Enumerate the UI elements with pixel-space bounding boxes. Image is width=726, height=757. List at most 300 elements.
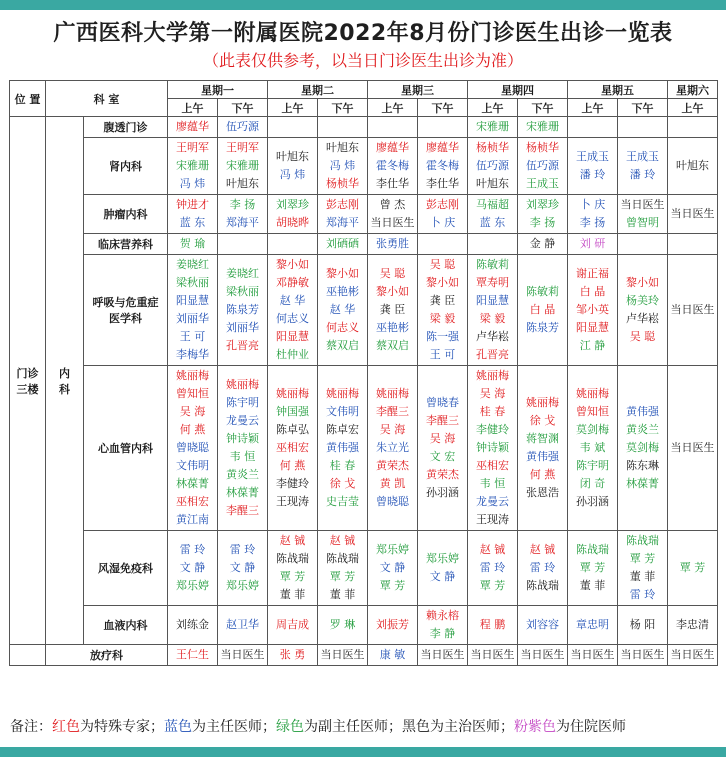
schedule-cell xyxy=(368,645,418,666)
doctor-name: 郑乐婷 xyxy=(426,552,459,565)
doctor-name: 雷 玲 xyxy=(529,561,556,574)
footnote-segment: 为特殊专家； xyxy=(80,719,164,735)
day-header: 星期五 xyxy=(568,81,668,99)
doctor-name: 钟诗颖 xyxy=(226,432,259,445)
schedule-cell xyxy=(568,138,618,195)
doctor-name: 刘丽华 xyxy=(176,312,209,325)
footnote-segment: 粉紫色 xyxy=(514,719,556,735)
schedule-cell xyxy=(368,117,418,138)
doctor-name: 霍冬梅 xyxy=(376,159,409,172)
doctor-name: 林葆菁 xyxy=(176,477,209,490)
schedule-cell xyxy=(368,234,418,255)
department-name: 呼吸与危重症 医学科 xyxy=(84,255,168,366)
doctor-name: 李仕华 xyxy=(426,177,459,190)
doctor-name: 刘翠珍 xyxy=(526,198,559,211)
doctor-name: 孙羽涵 xyxy=(426,486,459,499)
doctor-name: 覃 芳 xyxy=(379,579,406,592)
doctor-name: 姜晓红 xyxy=(226,267,259,280)
doctor-name: 杨桢华 xyxy=(476,141,509,154)
schedule-cell xyxy=(668,255,718,366)
schedule-cell xyxy=(418,195,468,234)
day-header: 星期四 xyxy=(468,81,568,99)
schedule-cell xyxy=(568,645,618,666)
doctor-name: 宋雅珊 xyxy=(226,159,259,172)
schedule-cell xyxy=(618,645,668,666)
schedule-cell xyxy=(618,255,668,366)
doctor-name: 叶旭东 xyxy=(676,159,709,172)
doctor-name: 林葆菁 xyxy=(626,477,659,490)
doctor-name: 王明军 xyxy=(226,141,259,154)
schedule-cell xyxy=(168,234,218,255)
schedule-cell xyxy=(218,531,268,606)
schedule-cell xyxy=(468,366,518,531)
doctor-name: 赵 铖 xyxy=(279,534,306,547)
doctor-name: 宋雅珊 xyxy=(476,120,509,133)
doctor-name: 廖蕴华 xyxy=(176,120,209,133)
doctor-name: 杨美玲 xyxy=(626,294,659,307)
doctor-name: 曾晓聪 xyxy=(176,441,209,454)
doctor-name: 王 可 xyxy=(429,348,456,361)
doctor-name: 王现涛 xyxy=(476,513,509,526)
doctor-name: 黄炎兰 xyxy=(226,468,259,481)
doctor-name: 刘丽华 xyxy=(226,321,259,334)
doctor-name: 当日医生 xyxy=(670,441,715,454)
doctor-name: 赵 铖 xyxy=(479,543,506,556)
doctor-name: 当日医生 xyxy=(470,648,515,661)
schedule-cell xyxy=(168,117,218,138)
schedule-cell xyxy=(618,234,668,255)
schedule-cell xyxy=(318,138,368,195)
doctor-name: 陈战瑞 xyxy=(626,534,659,547)
doctor-name: 李醒三 xyxy=(226,504,259,517)
doctor-name: 黄炎兰 xyxy=(626,423,659,436)
doctor-name: 黎小如 xyxy=(376,285,409,298)
schedule-cell xyxy=(468,645,518,666)
doctor-name: 陈一强 xyxy=(426,330,459,343)
doctor-name: 曾 杰 xyxy=(379,198,406,211)
doctor-name: 程 鹏 xyxy=(479,618,506,631)
doctor-name: 彭志刚 xyxy=(326,198,359,211)
schedule-cell xyxy=(168,645,218,666)
doctor-name: 李仕华 xyxy=(376,177,409,190)
schedule-cell xyxy=(518,531,568,606)
doctor-name: 当日医生 xyxy=(620,198,665,211)
schedule-cell xyxy=(568,234,618,255)
schedule-cell xyxy=(218,234,268,255)
schedule-cell xyxy=(668,117,718,138)
doctor-name: 当日医生 xyxy=(670,207,715,220)
schedule-cell xyxy=(518,138,568,195)
doctor-name: 宋雅珊 xyxy=(176,159,209,172)
doctor-name: 陈敏莉 xyxy=(526,285,559,298)
footnote-segment: 为住院医师 xyxy=(556,719,626,735)
schedule-cell xyxy=(518,645,568,666)
doctor-name: 董 菲 xyxy=(329,588,356,601)
table-row xyxy=(10,195,718,234)
doctor-name: 邹小英 xyxy=(576,303,609,316)
doctor-name: 文 静 xyxy=(229,561,256,574)
schedule-cell xyxy=(418,366,468,531)
doctor-name: 陈泉芳 xyxy=(526,321,559,334)
doctor-name: 宋雅珊 xyxy=(526,120,559,133)
doctor-name: 当日医生 xyxy=(320,648,365,661)
doctor-name: 雷 玲 xyxy=(479,561,506,574)
doctor-name: 孔晋亮 xyxy=(476,348,509,361)
doctor-name: 陈宇明 xyxy=(226,396,259,409)
doctor-name: 何志义 xyxy=(326,321,359,334)
schedule-cell xyxy=(168,366,218,531)
doctor-name: 陈敏莉 xyxy=(476,258,509,271)
doctor-name: 闭 奇 xyxy=(579,477,606,490)
doctor-name: 史吉莹 xyxy=(326,495,359,508)
doctor-name: 冯 炜 xyxy=(329,159,356,172)
doctor-name: 巫艳彬 xyxy=(376,321,409,334)
doctor-name: 覃 芳 xyxy=(279,570,306,583)
footnote-segment: 为副主任医师；黑色为主治医师； xyxy=(304,719,514,735)
doctor-name: 张勇胜 xyxy=(376,237,409,250)
doctor-name: 当日医生 xyxy=(220,648,265,661)
doctor-name: 钟诗颖 xyxy=(476,441,509,454)
doctor-name: 赵 铖 xyxy=(529,543,556,556)
footnote-segment: 蓝色 xyxy=(164,719,192,735)
doctor-name: 金 静 xyxy=(529,237,556,250)
schedule-cell xyxy=(368,366,418,531)
schedule-cell xyxy=(368,195,418,234)
schedule-cell xyxy=(668,645,718,666)
schedule-cell xyxy=(418,531,468,606)
doctor-name: 康 敏 xyxy=(379,648,406,661)
doctor-name: 黄江南 xyxy=(176,513,209,526)
footnote-segment: 备注： xyxy=(10,719,52,735)
doctor-name: 文 静 xyxy=(179,561,206,574)
schedule-cell xyxy=(218,255,268,366)
schedule-cell xyxy=(218,117,268,138)
am-header: 上午 xyxy=(568,99,618,117)
day-header: 星期一 xyxy=(168,81,268,99)
doctor-name: 李健玲 xyxy=(476,423,509,436)
doctor-name: 叶旭东 xyxy=(326,141,359,154)
department-name: 放疗科 xyxy=(46,645,168,666)
table-row xyxy=(10,117,718,138)
doctor-name: 卜 庆 xyxy=(579,198,606,211)
footnote-segment: 为主任医师； xyxy=(192,719,276,735)
doctor-name: 叶旭东 xyxy=(276,150,309,163)
schedule-cell xyxy=(268,645,318,666)
schedule-cell xyxy=(318,606,368,645)
doctor-name: 李 扬 xyxy=(579,216,606,229)
am-header: 上午 xyxy=(168,99,218,117)
schedule-cell xyxy=(318,195,368,234)
schedule-cell xyxy=(668,366,718,531)
doctor-name: 王成玉 xyxy=(626,150,659,163)
doctor-name: 邓静敏 xyxy=(276,276,309,289)
doctor-name: 蔡双启 xyxy=(326,339,359,352)
doctor-name: 孙羽涵 xyxy=(576,495,609,508)
doctor-name: 李 扬 xyxy=(529,216,556,229)
doctor-name: 李 静 xyxy=(429,627,456,640)
am-header: 上午 xyxy=(368,99,418,117)
doctor-name: 当日医生 xyxy=(420,648,465,661)
schedule-cell xyxy=(218,138,268,195)
schedule-cell xyxy=(168,531,218,606)
doctor-name: 姚丽梅 xyxy=(576,387,609,400)
doctor-name: 当日医生 xyxy=(620,648,665,661)
schedule-cell xyxy=(368,255,418,366)
doctor-name: 龚 臣 xyxy=(379,303,406,316)
doctor-name: 韦 斌 xyxy=(579,441,606,454)
doctor-name: 李梅华 xyxy=(176,348,209,361)
schedule-cell xyxy=(568,117,618,138)
doctor-name: 朱立光 xyxy=(376,441,409,454)
schedule-cell xyxy=(218,645,268,666)
schedule-cell xyxy=(218,366,268,531)
doctor-name: 白 晶 xyxy=(529,303,556,316)
doctor-name: 胡晓晔 xyxy=(276,216,309,229)
doctor-name: 巫相宏 xyxy=(476,459,509,472)
schedule-cell xyxy=(168,606,218,645)
doctor-name: 陈战瑞 xyxy=(576,543,609,556)
schedule-cell xyxy=(568,366,618,531)
doctor-name: 蔡双启 xyxy=(376,339,409,352)
schedule-cell xyxy=(268,195,318,234)
footnote-segment: 红色 xyxy=(52,719,80,735)
schedule-cell xyxy=(518,117,568,138)
doctor-name: 当日医生 xyxy=(520,648,565,661)
doctor-name: 黄伟强 xyxy=(326,441,359,454)
doctor-name: 巫相宏 xyxy=(276,441,309,454)
bottom-decorative-band xyxy=(0,747,726,757)
schedule-cell xyxy=(418,606,468,645)
doctor-name: 文 静 xyxy=(429,570,456,583)
day-header: 星期二 xyxy=(268,81,368,99)
doctor-name: 徐 戈 xyxy=(529,414,556,427)
doctor-name: 姚丽梅 xyxy=(526,396,559,409)
doctor-name: 徐 戈 xyxy=(329,477,356,490)
pm-header: 下午 xyxy=(318,99,368,117)
doctor-name: 赵 铖 xyxy=(329,534,356,547)
schedule-cell xyxy=(468,606,518,645)
doctor-name: 文伟明 xyxy=(176,459,209,472)
schedule-cell xyxy=(618,366,668,531)
doctor-name: 伍巧源 xyxy=(226,120,259,133)
doctor-name: 梁 毅 xyxy=(429,312,456,325)
doctor-name: 章忠明 xyxy=(576,618,609,631)
doctor-name: 江 静 xyxy=(579,339,606,352)
footnote-segment: 绿色 xyxy=(276,719,304,735)
table-row xyxy=(10,531,718,606)
doctor-name: 桂 春 xyxy=(479,405,506,418)
doctor-name: 罗 琳 xyxy=(329,618,356,631)
doctor-name: 廖蕴华 xyxy=(426,141,459,154)
schedule-cell xyxy=(668,195,718,234)
doctor-name: 巫艳彬 xyxy=(326,285,359,298)
pm-header: 下午 xyxy=(518,99,568,117)
doctor-name: 张恩浩 xyxy=(526,486,559,499)
schedule-cell xyxy=(518,366,568,531)
doctor-name: 龚 臣 xyxy=(429,294,456,307)
schedule-cell xyxy=(168,195,218,234)
schedule-cell xyxy=(618,117,668,138)
schedule-cell xyxy=(368,138,418,195)
doctor-name: 陈卓弘 xyxy=(276,423,309,436)
schedule-cell xyxy=(468,255,518,366)
doctor-name: 桂 春 xyxy=(329,459,356,472)
table-row xyxy=(10,645,718,666)
doctor-name: 李 扬 xyxy=(229,198,256,211)
doctor-name: 钟进才 xyxy=(176,198,209,211)
doctor-name: 吴 海 xyxy=(429,432,456,445)
doctor-name: 李醒三 xyxy=(426,414,459,427)
doctor-name: 陈东琳 xyxy=(626,459,659,472)
schedule-cell xyxy=(568,255,618,366)
doctor-name: 姚丽梅 xyxy=(326,387,359,400)
schedule-cell xyxy=(618,138,668,195)
doctor-name: 潘 玲 xyxy=(579,168,606,181)
doctor-name: 龙曼云 xyxy=(226,414,259,427)
schedule-cell xyxy=(468,234,518,255)
schedule-cell xyxy=(268,117,318,138)
schedule-cell xyxy=(518,234,568,255)
doctor-name: 姚丽梅 xyxy=(376,387,409,400)
doctor-name: 当日医生 xyxy=(370,216,415,229)
doctor-name: 曾晓春 xyxy=(426,396,459,409)
schedule-cell xyxy=(368,606,418,645)
doctor-name: 潘 玲 xyxy=(629,168,656,181)
doctor-name: 李醒三 xyxy=(376,405,409,418)
schedule-cell xyxy=(418,645,468,666)
schedule-cell xyxy=(168,255,218,366)
doctor-name: 董 菲 xyxy=(629,570,656,583)
doctor-name: 黎小如 xyxy=(626,276,659,289)
department-name: 肾内科 xyxy=(84,138,168,195)
doctor-name: 赵卫华 xyxy=(226,618,259,631)
doctor-name: 孔晋亮 xyxy=(226,339,259,352)
schedule-cell xyxy=(318,645,368,666)
doctor-name: 吴 海 xyxy=(379,423,406,436)
schedule-cell xyxy=(618,531,668,606)
doctor-name: 林葆菁 xyxy=(226,486,259,499)
doctor-name: 吴 聪 xyxy=(629,330,656,343)
department-name: 腹透门诊 xyxy=(84,117,168,138)
doctor-name: 黎小如 xyxy=(276,258,309,271)
doctor-name: 覃 芳 xyxy=(329,570,356,583)
doctor-name: 覃 芳 xyxy=(679,561,706,574)
doctor-name: 刘 研 xyxy=(579,237,606,250)
doctor-name: 杨桢华 xyxy=(526,141,559,154)
schedule-cell xyxy=(268,366,318,531)
schedule-cell xyxy=(668,606,718,645)
doctor-name: 梁秋丽 xyxy=(176,276,209,289)
doctor-name: 文 静 xyxy=(379,561,406,574)
schedule-cell xyxy=(218,195,268,234)
doctor-name: 王 可 xyxy=(179,330,206,343)
table-row xyxy=(10,366,718,531)
doctor-name: 刘翠珍 xyxy=(276,198,309,211)
doctor-name: 黄伟强 xyxy=(526,450,559,463)
doctor-name: 杨 阳 xyxy=(629,618,656,631)
doctor-name: 何 燕 xyxy=(279,459,306,472)
doctor-name: 韦 恒 xyxy=(229,450,256,463)
doctor-name: 刘容容 xyxy=(526,618,559,631)
doctor-name: 冯 炜 xyxy=(279,168,306,181)
doctor-name: 王仁生 xyxy=(176,648,209,661)
table-row xyxy=(10,255,718,366)
schedule-cell xyxy=(468,117,518,138)
doctor-name: 黄荣杰 xyxy=(426,468,459,481)
day-header: 星期六 xyxy=(668,81,718,99)
doctor-name: 莫剑梅 xyxy=(626,441,659,454)
pm-header: 下午 xyxy=(618,99,668,117)
footnote-legend xyxy=(10,716,720,736)
doctor-name: 陈卓宏 xyxy=(326,423,359,436)
doctor-name: 吴 海 xyxy=(479,387,506,400)
doctor-name: 覃 芳 xyxy=(479,579,506,592)
doctor-name: 陈宇明 xyxy=(576,459,609,472)
position-header: 位 置 xyxy=(10,81,46,117)
doctor-name: 阳显慧 xyxy=(476,294,509,307)
schedule-cell xyxy=(468,531,518,606)
doctor-name: 何 燕 xyxy=(179,423,206,436)
am-header: 上午 xyxy=(668,99,718,117)
department-name: 心血管内科 xyxy=(84,366,168,531)
schedule-cell xyxy=(318,117,368,138)
pm-header: 下午 xyxy=(418,99,468,117)
schedule-cell xyxy=(268,531,318,606)
doctor-name: 刘振芳 xyxy=(376,618,409,631)
schedule-cell xyxy=(468,195,518,234)
doctor-name: 陈战瑞 xyxy=(276,552,309,565)
doctor-name: 李健玲 xyxy=(276,477,309,490)
doctor-name: 赖永榕 xyxy=(426,609,459,622)
doctor-name: 谢正福 xyxy=(576,267,609,280)
doctor-name: 吴 聪 xyxy=(429,258,456,271)
doctor-name: 王现涛 xyxy=(276,495,309,508)
schedule-cell xyxy=(418,234,468,255)
doctor-name: 雷 玲 xyxy=(629,588,656,601)
doctor-name: 雷 玲 xyxy=(179,543,206,556)
am-header: 上午 xyxy=(468,99,518,117)
doctor-name: 赵 华 xyxy=(279,294,306,307)
schedule-cell xyxy=(418,255,468,366)
doctor-name: 莫剑梅 xyxy=(576,423,609,436)
doctor-name: 当日医生 xyxy=(670,303,715,316)
doctor-name: 陈战瑞 xyxy=(326,552,359,565)
doctor-name: 阳显慧 xyxy=(176,294,209,307)
doctor-name: 郑海平 xyxy=(326,216,359,229)
doctor-name: 卢华崧 xyxy=(476,330,509,343)
schedule-cell xyxy=(418,138,468,195)
schedule-cell xyxy=(568,195,618,234)
department-name: 临床营养科 xyxy=(84,234,168,255)
doctor-name: 伍巧源 xyxy=(476,159,509,172)
doctor-name: 姚丽梅 xyxy=(476,369,509,382)
doctor-name: 梁秋丽 xyxy=(226,285,259,298)
table-row xyxy=(10,606,718,645)
doctor-name: 冯 炜 xyxy=(179,177,206,190)
schedule-cell xyxy=(618,195,668,234)
location-cell xyxy=(10,645,46,666)
page-title: 广西医科大学第一附属医院2022年8月份门诊医生出诊一览表 xyxy=(53,21,673,46)
doctor-name: 阳显慧 xyxy=(576,321,609,334)
location-cell: 门诊 三楼 xyxy=(10,117,46,645)
doctor-name: 阳显慧 xyxy=(276,330,309,343)
schedule-cell xyxy=(218,606,268,645)
doctor-name: 叶旭东 xyxy=(476,177,509,190)
schedule-cell xyxy=(668,531,718,606)
schedule-table xyxy=(9,80,718,666)
doctor-name: 曾知恒 xyxy=(176,387,209,400)
doctor-name: 文 宏 xyxy=(429,450,456,463)
